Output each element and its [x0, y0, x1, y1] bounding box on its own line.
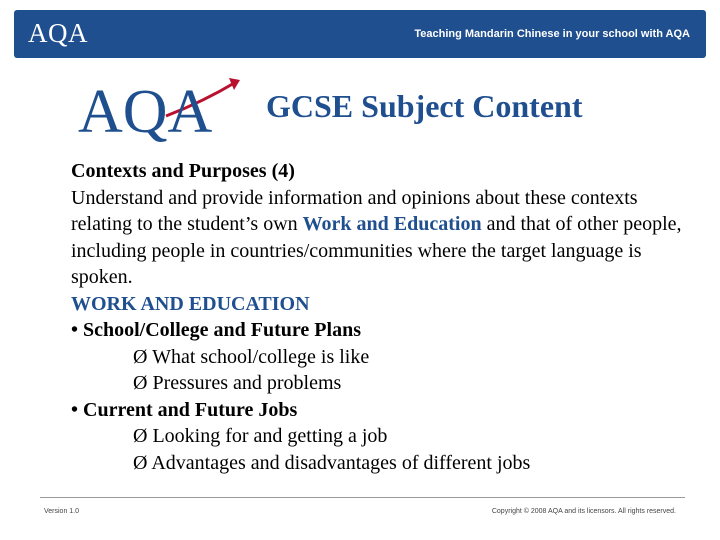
section-heading: WORK AND EDUCATION	[71, 292, 310, 315]
banner-title: Teaching Mandarin Chinese in your school with AQA	[414, 28, 690, 40]
sub-item: Ø What school/college is like	[133, 345, 370, 368]
footer-version: Version 1.0	[44, 508, 80, 515]
intro-paragraph	[71, 185, 691, 291]
page-heading: GCSE Subject Content	[266, 88, 583, 124]
footer-divider	[40, 497, 685, 498]
intro-text-start: Understand and provide information and opinions about these contexts relating to the student’s own	[71, 186, 638, 235]
intro-text-end: and that of other people, including people in countries/communities where the target language is spoken.	[71, 213, 682, 288]
content-body	[71, 158, 691, 476]
intro-highlight: Work and Education	[302, 213, 482, 235]
sub-item: Ø Advantages and disadvantages of different jobs	[133, 451, 531, 474]
logo-text: AQA	[78, 78, 213, 142]
topic-bullet: • Current and Future Jobs	[71, 398, 298, 421]
topic-bullet: • School/College and Future Plans	[71, 319, 361, 341]
footer-copyright: Copyright © 2008 AQA and its licensors. All rights reserved.	[491, 508, 676, 515]
sub-item: Ø Pressures and problems	[133, 372, 342, 394]
aqa-logo	[74, 72, 254, 142]
header-banner	[14, 10, 706, 58]
content-title: Contexts and Purposes (4)	[71, 160, 295, 182]
sub-item: Ø Looking for and getting a job	[133, 425, 388, 447]
banner-logo: AQA	[28, 18, 88, 48]
